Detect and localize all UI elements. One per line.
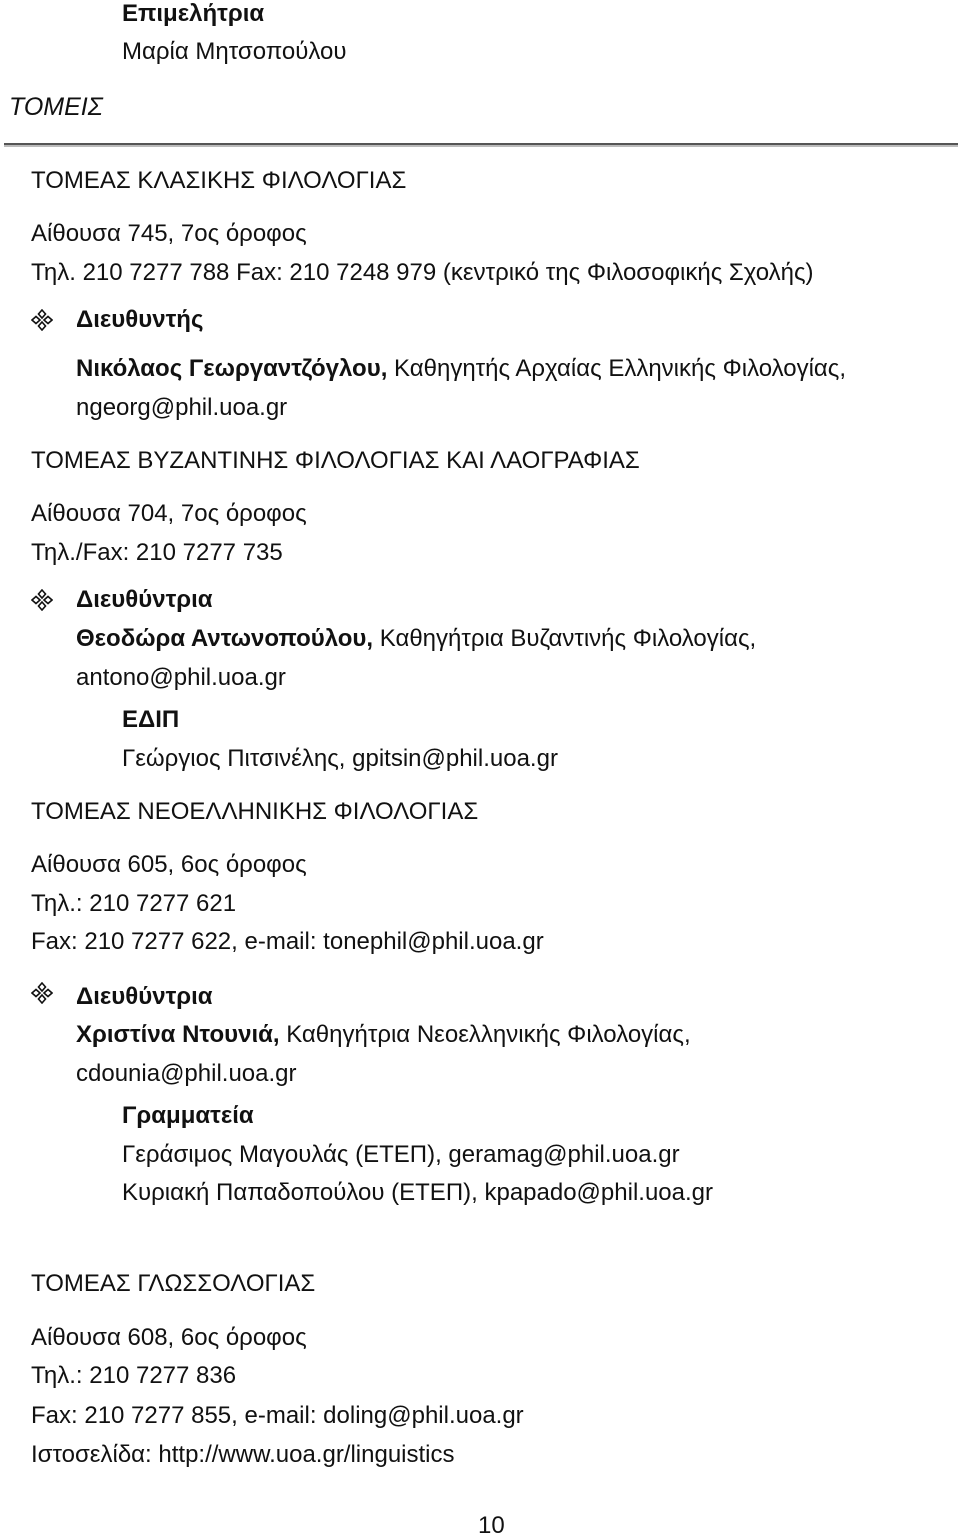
sector-linguistics-title: ΤΟΜΕΑΣ ΓΛΩΣΣΟΛΟΓΙΑΣ <box>31 1270 316 1297</box>
sector-classical-head-name: Νικόλαος Γεωργαντζόγλου, <box>76 355 388 382</box>
sector-byzantine-room: Αίθουσα 704, 7ος όροφος <box>31 500 307 527</box>
sector-linguistics-phone: Τηλ.: 210 7277 836 <box>31 1362 237 1389</box>
sector-modern-greek-fax: Fax: 210 7277 622, e-mail: tonephil@phil.uoa.gr <box>31 928 544 955</box>
sector-modern-greek-staff-member: Γεράσιμος Μαγουλάς (ΕΤΕΠ), geramag@phil.uoa.gr <box>122 1141 680 1168</box>
sector-classical-head-email: ngeorg@phil.uoa.gr <box>76 394 288 421</box>
four-diamond-bullet-icon <box>31 982 53 1004</box>
sector-modern-greek-head-email: cdounia@phil.uoa.gr <box>76 1060 297 1087</box>
four-diamond-bullet-icon <box>31 589 53 611</box>
sector-classical-head-role: Διευθυντής <box>76 306 204 333</box>
sector-modern-greek-head-title: Καθηγήτρια Νεοελληνικής Φιλολογίας, <box>279 1021 691 1048</box>
sector-linguistics-fax: Fax: 210 7277 855, e-mail: doling@phil.uoa.gr <box>31 1402 524 1429</box>
sector-byzantine-head-line <box>76 625 756 653</box>
sector-modern-greek-staff-role: Γραμματεία <box>122 1102 254 1129</box>
sector-modern-greek-staff-member: Κυριακή Παπαδοπούλου (ΕΤΕΠ), kpapado@phil.uoa.gr <box>122 1179 713 1206</box>
sector-classical-room: Αίθουσα 745, 7ος όροφος <box>31 220 307 247</box>
sector-classical-phone: Τηλ. 210 7277 788 Fax: 210 7248 979 (κεντρικό της Φιλοσοφικής Σχολής) <box>31 259 814 286</box>
sector-classical-head-line <box>76 355 846 383</box>
sector-modern-greek-head-line <box>76 1021 691 1049</box>
sector-classical-head-title: Καθηγητής Αρχαίας Ελληνικής Φιλολογίας, <box>387 355 847 382</box>
page-number: 10 <box>478 1512 505 1539</box>
sector-byzantine-head-name: Θεοδώρα Αντωνοπούλου, <box>76 625 374 652</box>
section-divider <box>4 143 958 145</box>
sector-byzantine-staff-member: Γεώργιος Πιτσινέλης, gpitsin@phil.uoa.gr <box>122 745 558 772</box>
sector-linguistics-website: Ιστοσελίδα: http://www.uoa.gr/linguistics <box>31 1441 455 1468</box>
sector-modern-greek-title: ΤΟΜΕΑΣ ΝΕΟΕΛΛΗΝΙΚΗΣ ΦΙΛΟΛΟΓΙΑΣ <box>31 798 479 825</box>
sector-modern-greek-head-name: Χριστίνα Ντουνιά, <box>76 1021 280 1048</box>
sector-byzantine-title: ΤΟΜΕΑΣ ΒΥΖΑΝΤΙΝΗΣ ΦΙΛΟΛΟΓΙΑΣ ΚΑΙ ΛΑΟΓΡΑΦΙΑΣ <box>31 447 640 474</box>
sector-linguistics-room: Αίθουσα 608, 6ος όροφος <box>31 1324 307 1351</box>
four-diamond-bullet-icon <box>31 309 53 331</box>
sector-byzantine-head-title: Καθηγήτρια Βυζαντινής Φιλολογίας, <box>373 625 757 652</box>
sector-byzantine-head-email: antono@phil.uoa.gr <box>76 664 286 691</box>
sector-modern-greek-room: Αίθουσα 605, 6ος όροφος <box>31 851 307 878</box>
sector-modern-greek-head-role: Διευθύντρια <box>76 983 213 1010</box>
editor-name: Μαρία Μητσοπούλου <box>122 38 347 65</box>
section-title: ΤΟΜΕΙΣ <box>9 93 103 121</box>
sector-byzantine-staff-role: ΕΔΙΠ <box>122 706 180 733</box>
sector-byzantine-head-role: Διευθύντρια <box>76 586 213 613</box>
sector-classical-title: ΤΟΜΕΑΣ ΚΛΑΣΙΚΗΣ ΦΙΛΟΛΟΓΙΑΣ <box>31 167 407 194</box>
editor-role-label: Επιμελήτρια <box>122 0 265 27</box>
sector-byzantine-phone: Τηλ./Fax: 210 7277 735 <box>31 539 283 566</box>
sector-modern-greek-phone: Τηλ.: 210 7277 621 <box>31 890 237 917</box>
